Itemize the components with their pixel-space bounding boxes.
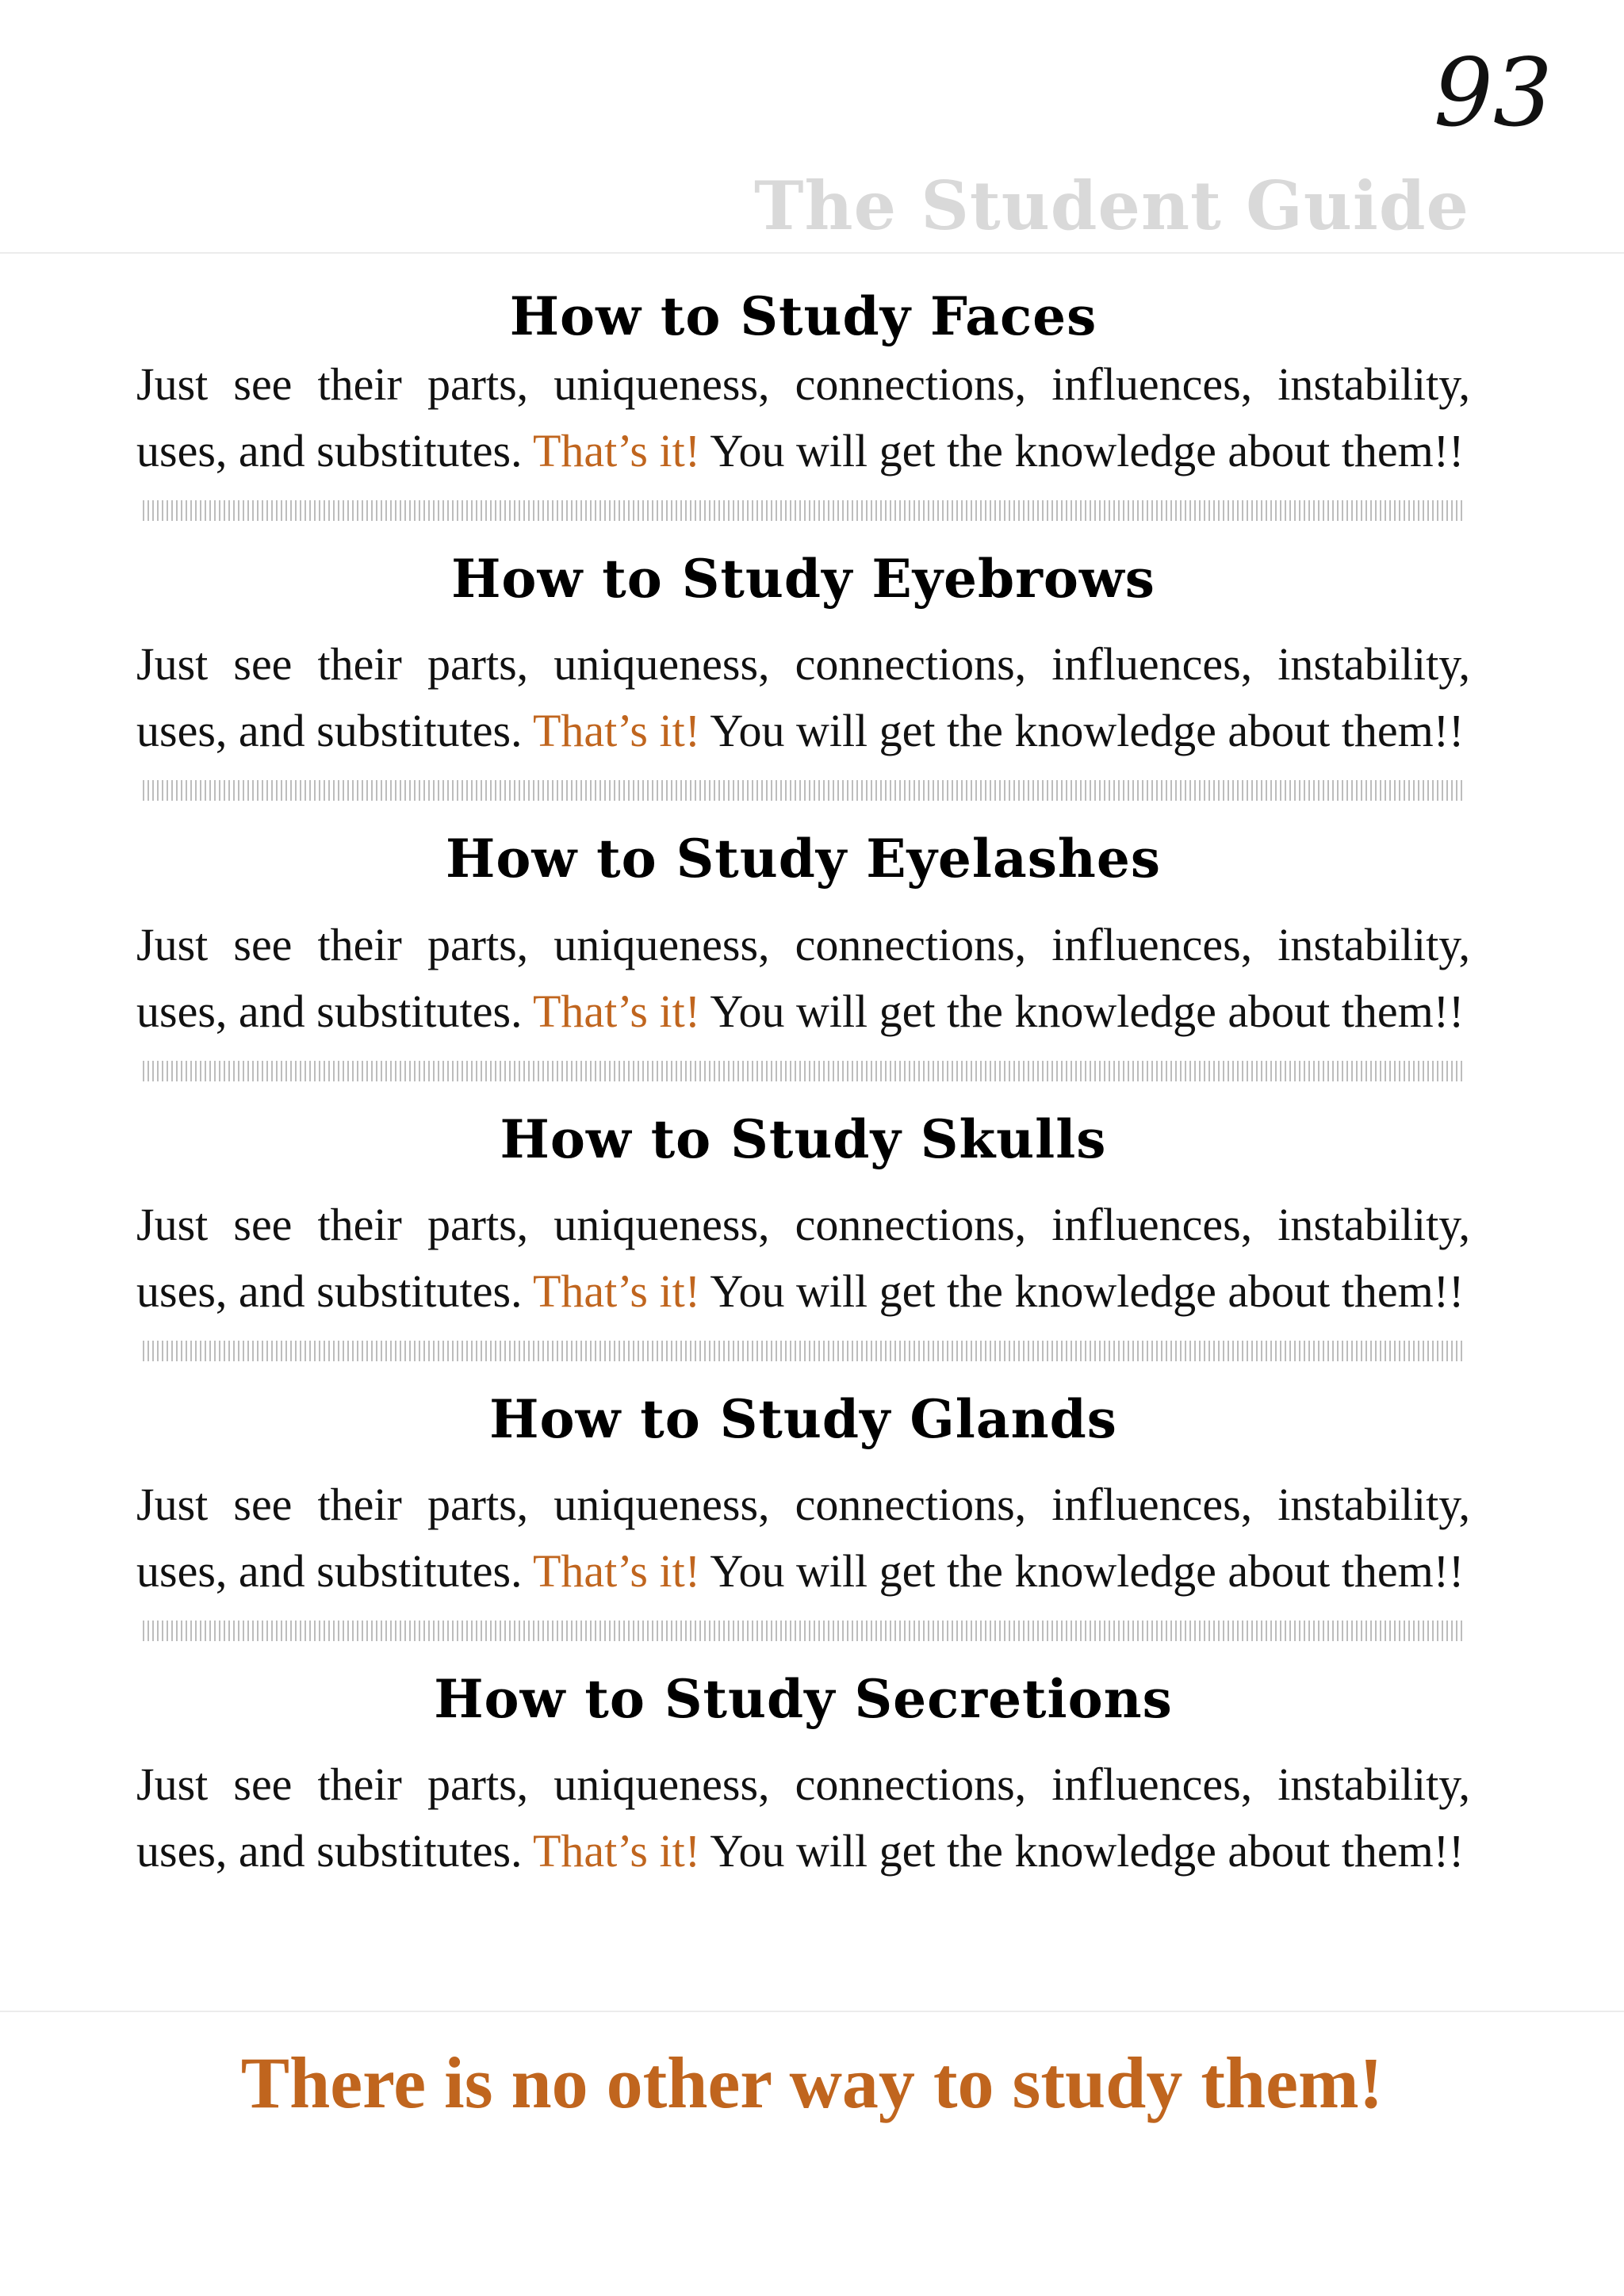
highlight-text: That’s it!	[533, 705, 701, 757]
section-heading: How to Study Skulls	[500, 1108, 1107, 1170]
header-rule	[0, 252, 1624, 254]
section-body	[136, 631, 1470, 764]
body-text-end: You will get the knowledge about them!!	[700, 425, 1465, 477]
section-eyelashes	[136, 828, 1470, 1081]
body-text-end: You will get the knowledge about them!!	[700, 1825, 1465, 1877]
section-secretions	[136, 1668, 1470, 1885]
section-divider	[143, 1621, 1464, 1641]
section-divider	[143, 1061, 1464, 1081]
body-text-end: You will get the knowledge about them!!	[700, 1544, 1465, 1597]
running-title: The Student Guide	[754, 166, 1469, 245]
section-body	[136, 1751, 1470, 1885]
section-skulls	[136, 1108, 1470, 1361]
body-text-end: You will get the knowledge about them!!	[700, 705, 1465, 757]
section-heading: How to Study Eyebrows	[451, 548, 1155, 610]
highlight-text: That’s it!	[533, 1544, 701, 1597]
section-heading: How to Study Faces	[509, 285, 1097, 347]
section-heading: How to Study Secretions	[434, 1667, 1173, 1730]
section-body	[136, 351, 1470, 484]
section-divider	[143, 500, 1464, 521]
footer-rule	[0, 2011, 1624, 2012]
body-text: Just see their parts, uniqueness, connections, influences, instability, uses, and substitutes.	[136, 1478, 1470, 1597]
section-divider	[143, 1341, 1464, 1361]
section-divider	[143, 780, 1464, 801]
body-text: Just see their parts, uniqueness, connections, influences, instability, uses, and substitutes.	[136, 638, 1470, 757]
highlight-text: That’s it!	[533, 425, 701, 477]
section-glands	[136, 1388, 1470, 1641]
body-text: Just see their parts, uniqueness, connections, influences, instability, uses, and substitutes.	[136, 1758, 1470, 1877]
body-text-end: You will get the knowledge about them!!	[700, 985, 1465, 1037]
section-faces	[136, 285, 1470, 521]
section-heading: How to Study Eyelashes	[445, 828, 1162, 890]
highlight-text: That’s it!	[533, 985, 701, 1037]
body-text: Just see their parts, uniqueness, connections, influences, instability, uses, and substitutes.	[136, 1198, 1470, 1317]
closing-statement: There is no other way to study them!	[240, 2042, 1384, 2123]
body-text-end: You will get the knowledge about them!!	[700, 1265, 1465, 1317]
main-content	[136, 285, 1470, 1885]
body-text: Just see their parts, uniqueness, connections, influences, instability, uses, and substitutes.	[136, 358, 1470, 477]
body-text: Just see their parts, uniqueness, connections, influences, instability, uses, and substitutes.	[136, 918, 1470, 1037]
section-eyebrows	[136, 548, 1470, 801]
page-number: 93	[1433, 38, 1553, 147]
highlight-text: That’s it!	[533, 1265, 701, 1317]
highlight-text: That’s it!	[533, 1825, 701, 1877]
section-body	[136, 912, 1470, 1045]
section-heading: How to Study Glands	[489, 1387, 1117, 1450]
section-body	[136, 1471, 1470, 1605]
section-body	[136, 1192, 1470, 1325]
